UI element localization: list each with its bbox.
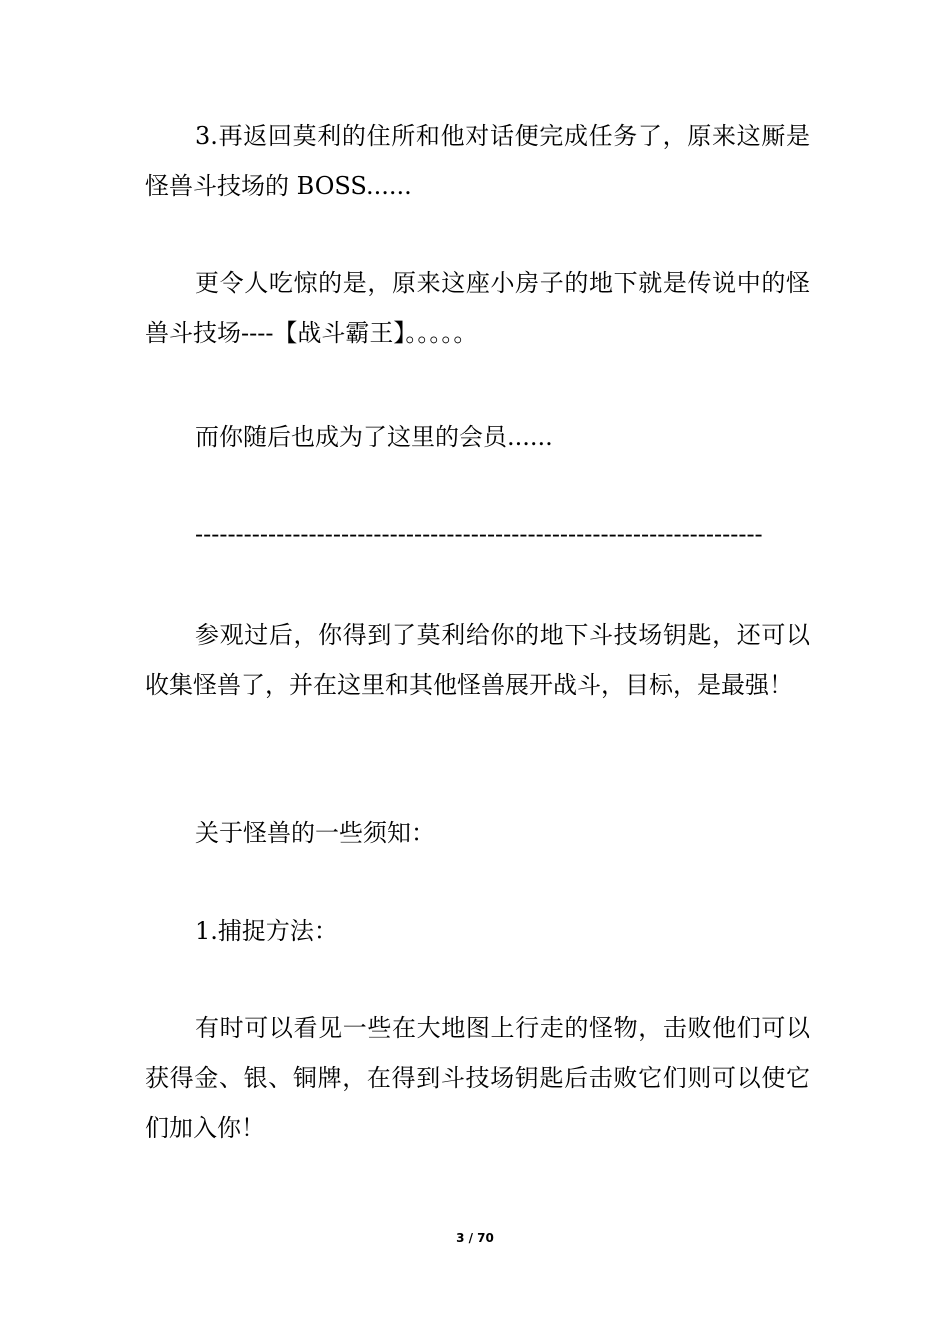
paragraph-membership: 而你随后也成为了这里的会员......: [195, 423, 553, 451]
paragraph-arena-key: 参观过后，你得到了莫利给你的地下斗技场钥匙，还可以收集怪兽了，并在这里和其他怪兽展开战斗，目标，是最强！: [145, 621, 810, 699]
paragraph-arena-reveal: 更令人吃惊的是，原来这座小房子的地下就是传说中的怪兽斗技场----【战斗霸王】。。。。。: [145, 269, 810, 347]
heading-capture-method: 1.捕捉方法：: [195, 917, 338, 945]
heading-monster-notes: 关于怪兽的一些须知：: [195, 819, 435, 847]
dashed-separator: ----------------------------------------------------------------------: [195, 520, 763, 548]
paragraph-return-to-moli: 3.再返回莫利的住所和他对话便完成任务了，原来这厮是怪兽斗技场的 BOSS......: [145, 122, 810, 200]
paragraph-capture-details: 有时可以看见一些在大地图上行走的怪物，击败他们可以获得金、银、铜牌，在得到斗技场钥匙后击败它们则可以使它们加入你！: [145, 1014, 810, 1142]
page-number: 3 / 70: [456, 1231, 494, 1245]
